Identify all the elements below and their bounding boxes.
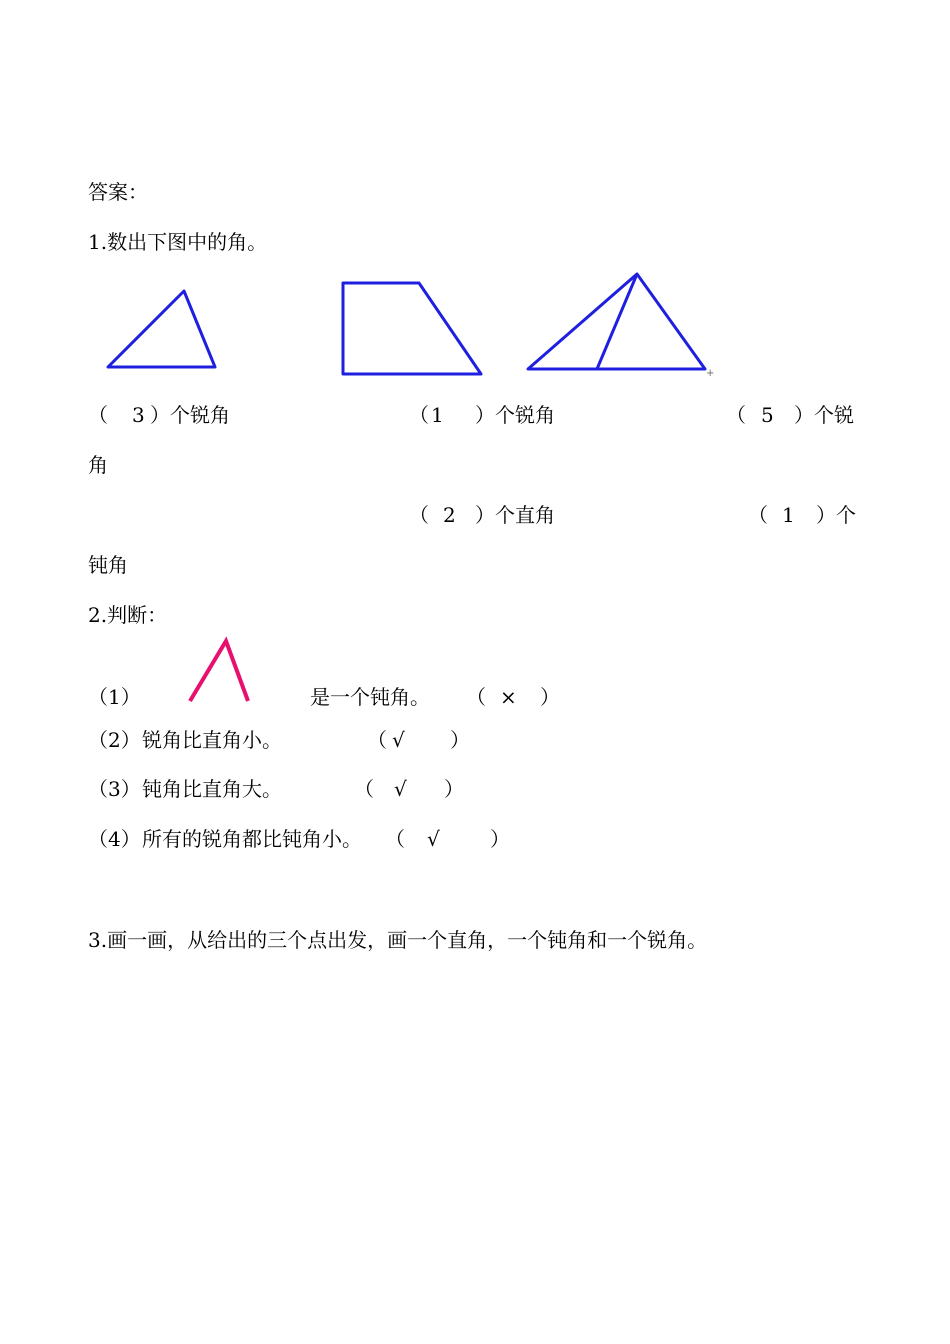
split-triangle-figure (0, 270, 950, 390)
angle-shape (190, 641, 248, 701)
fig2-right-open-paren: （ (409, 503, 429, 527)
question-3-title: 3.画一画，从给出的三个点出发，画一个直角，一个钝角和一个锐角。 (88, 928, 708, 952)
fig2-acute-suffix: ）个锐角 (475, 403, 555, 427)
fig1-open-paren: （ (88, 403, 108, 427)
judge-4-number: （4） (88, 827, 141, 851)
fig3-open-paren: （ (726, 403, 746, 427)
judge-3-open: （ (354, 777, 374, 801)
answer-label: 答案： (88, 180, 148, 204)
judge-3-text: 钝角比直角大。 (142, 777, 282, 801)
fig3-acute-count: 5 (761, 403, 774, 427)
corner-mark-icon: + (706, 368, 715, 379)
judge-1-open: （ (466, 685, 486, 709)
dividing-line (597, 274, 637, 369)
judge-3-close: ） (444, 777, 464, 801)
judge-2-close: ） (450, 728, 470, 752)
fig3-obtuse-suffix: ）个 (816, 503, 856, 527)
judge-1-number: （1） (88, 685, 141, 709)
fig3-obtuse-count: 1 (782, 503, 795, 527)
fig3-acute-suffix: ）个锐 (794, 403, 854, 427)
judge-1-mark: × (500, 685, 517, 709)
judge-2-text: 锐角比直角小。 (142, 728, 282, 752)
judge-1-text: 是一个钝角。 (310, 685, 430, 709)
judge-4-open: （ (385, 827, 405, 851)
fig3-acute-wrap: 角 (88, 453, 108, 477)
fig2-acute-count: 1 (431, 403, 444, 427)
fig2-right-count: 2 (443, 503, 456, 527)
judge-2-open: （ (367, 728, 387, 752)
judge-3-number: （3） (88, 777, 141, 801)
question-1-title: 1.数出下图中的角。 (88, 230, 268, 254)
question-2-title: 2.判断： (88, 603, 168, 627)
fig2-right-suffix: ）个直角 (475, 503, 555, 527)
judge-3-mark: √ (394, 777, 407, 801)
judge-4-mark: √ (427, 827, 440, 851)
fig1-acute-suffix: ）个锐角 (150, 403, 230, 427)
fig3-obtuse-wrap: 钝角 (88, 553, 128, 577)
judge-4-close: ） (490, 827, 510, 851)
fig1-acute-count: 3 (132, 403, 145, 427)
judge-2-mark: √ (392, 728, 405, 752)
angle-figure (180, 636, 260, 706)
fig2-open-paren: （ (409, 403, 429, 427)
judge-1-close: ） (540, 685, 560, 709)
judge-2-number: （2） (88, 728, 141, 752)
fig3-obtuse-open-paren: （ (748, 503, 768, 527)
judge-4-text: 所有的锐角都比钝角小。 (142, 827, 362, 851)
